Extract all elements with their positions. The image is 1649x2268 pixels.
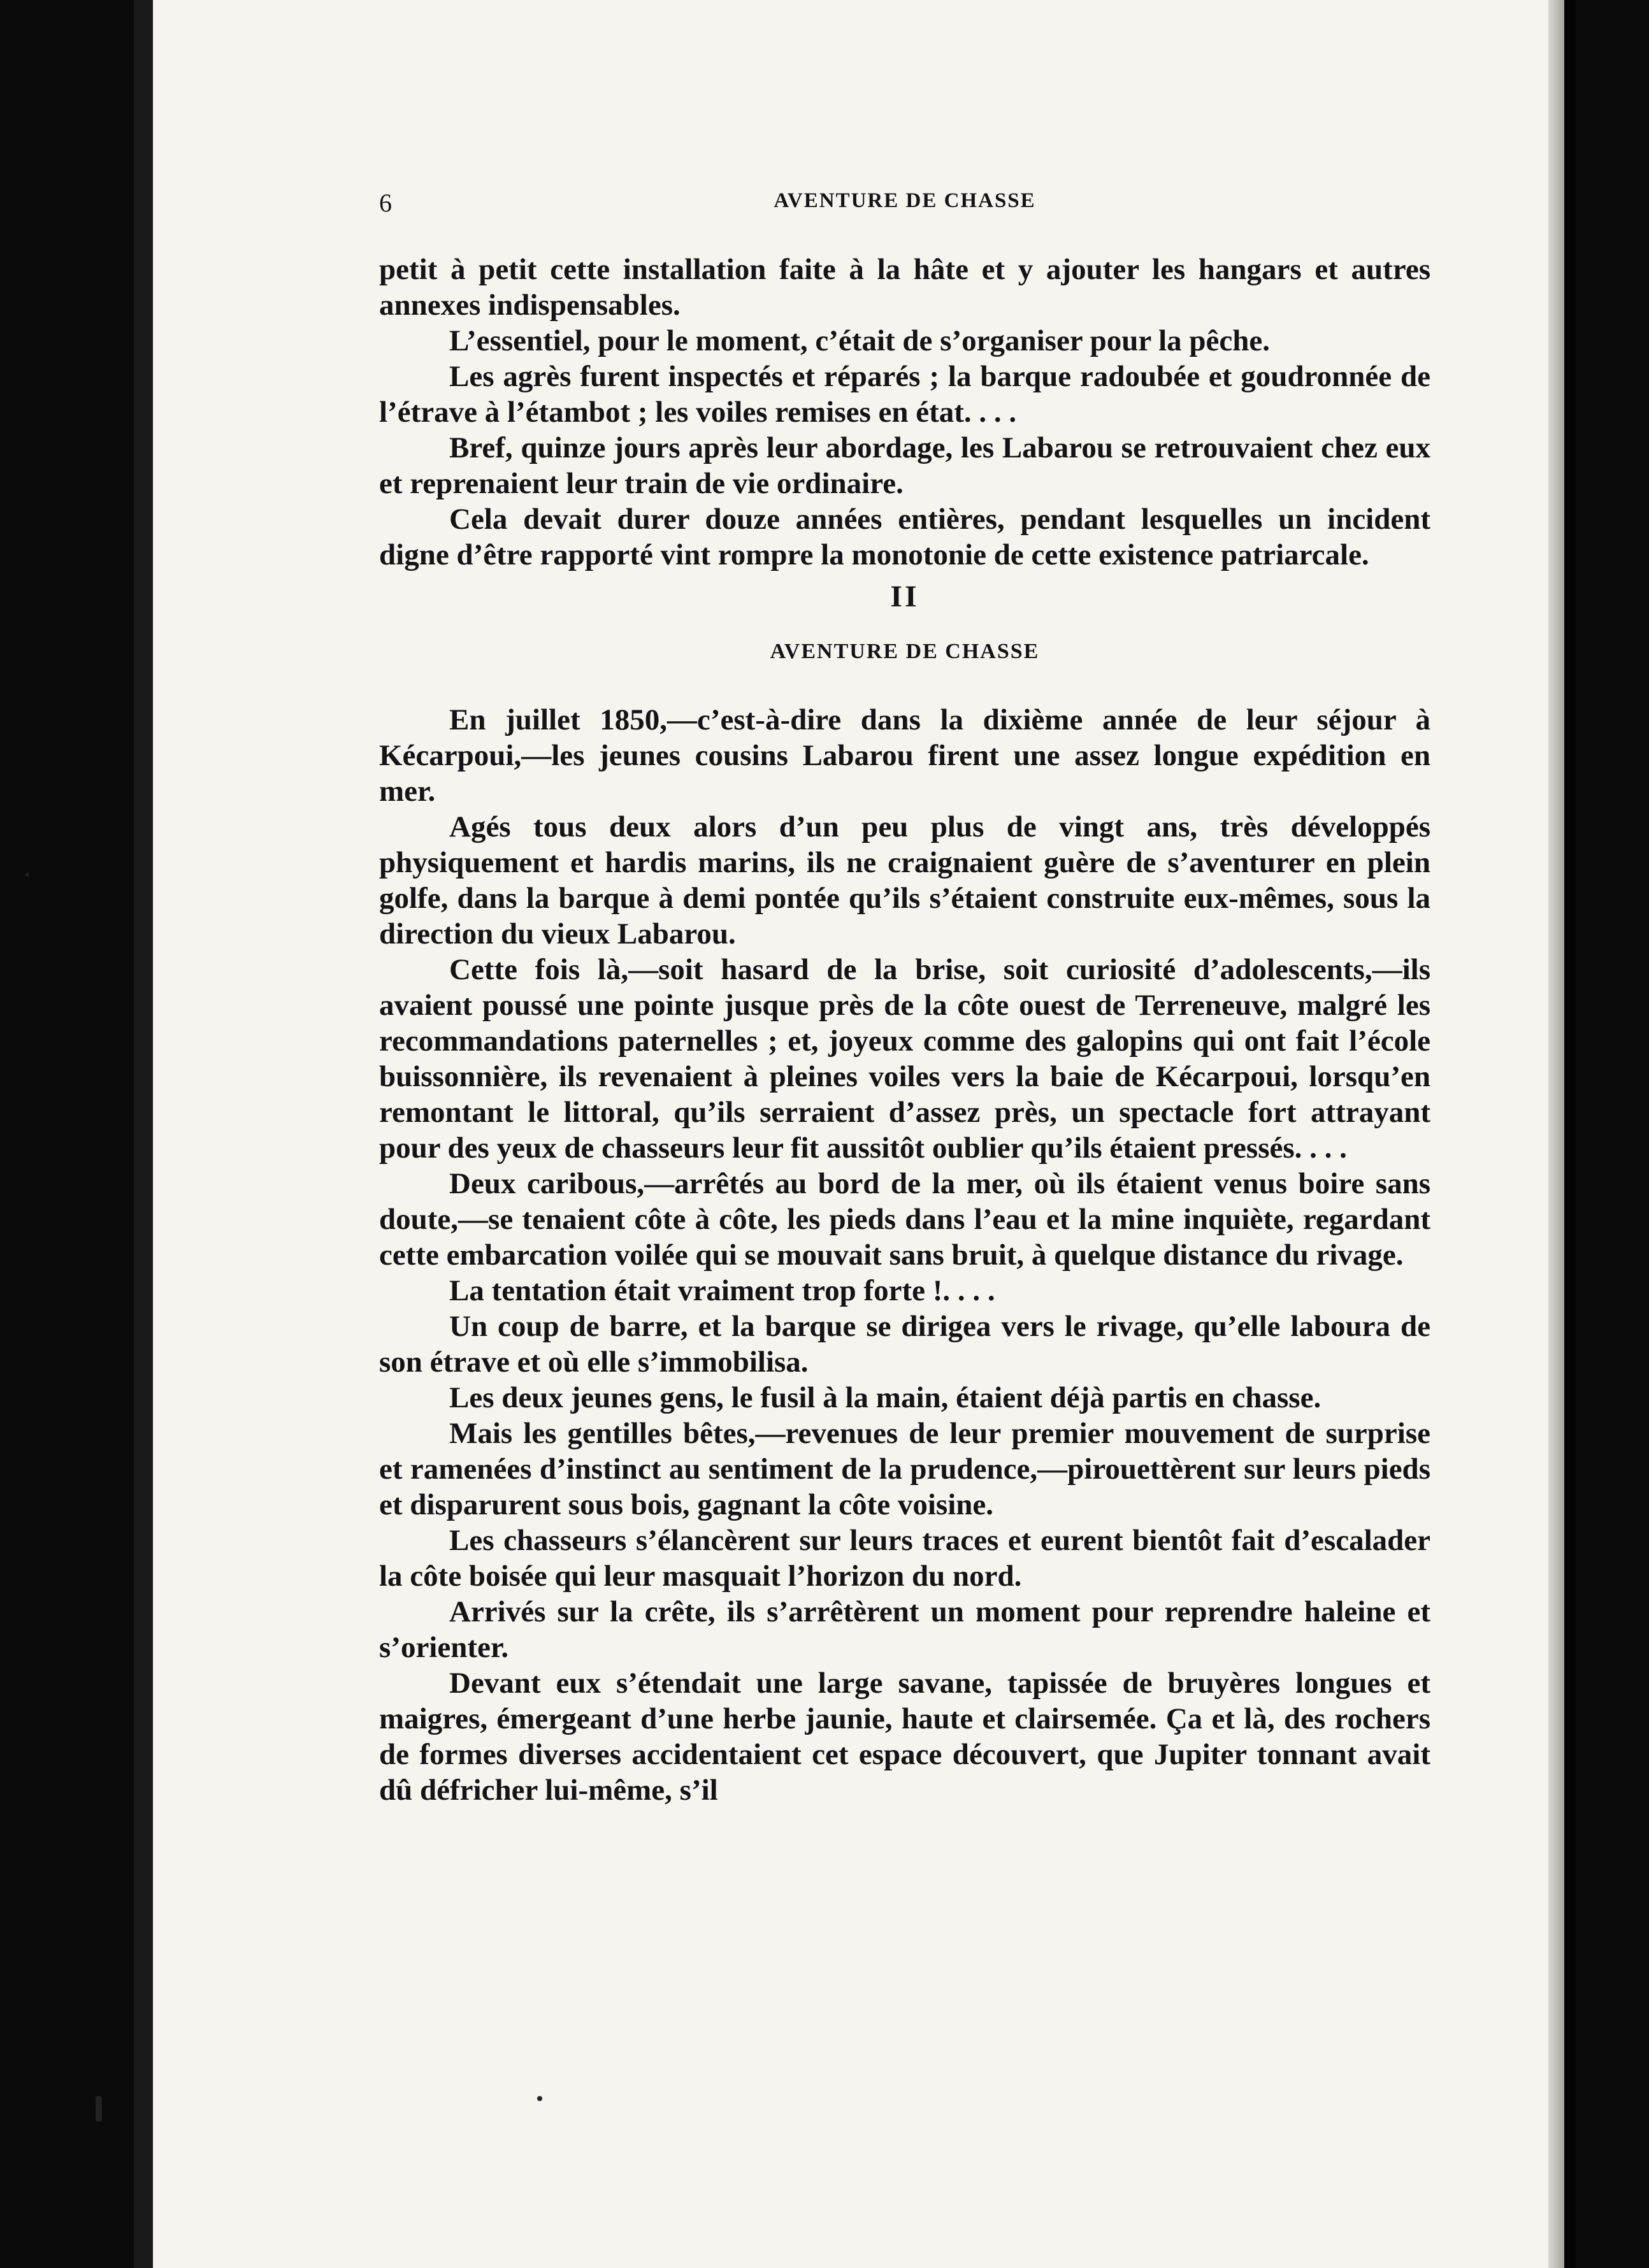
paragraph: Arrivés sur la crête, ils s’arrêtèrent un moment pour reprendre haleine et s’orienter. xyxy=(379,1595,1430,1664)
paragraph: Deux caribous,—arrêtés au bord de la mer, où ils étaient venus boire sans doute,—se tenaient côte à côte, les pieds dans l’eau et la mine inquiète, regardant cette embarcation voilée qui se mouvait sans bruit, à quelque distance du rivage. xyxy=(379,1167,1430,1272)
paragraph: petit à petit cette installation faite à la hâte et y ajouter les hangars et autres annexes indispensables. xyxy=(379,253,1430,322)
paragraph: Mais les gentilles bêtes,—revenues de leur premier mouvement de surprise et ramenées d’instinct au sentiment de la prudence,—pirouettèrent sur leurs pieds et disparurent sous bois, gagnant la côte voisine. xyxy=(379,1417,1430,1521)
paragraph: Devant eux s’étendait une large savane, tapissée de bruyères longues et maigres, émergeant d’une herbe jaunie, haute et clairsemée. Ça et là, des rochers de formes diverses accidentaient cet espace découvert, que Jupiter tonnant avait dû défricher lui-même, s’il xyxy=(379,1667,1430,1807)
body-text-chapter xyxy=(379,702,1430,1808)
scan-speck xyxy=(96,2096,102,2121)
chapter-title: AVENTURE DE CHASSE xyxy=(770,640,1040,663)
paragraph: Cela devait durer douze années entières, pendant lesquelles un incident digne d’être rapporté vint rompre la monotonie de cette existence patriarcale. xyxy=(379,503,1430,571)
paragraph: Les deux jeunes gens, le fusil à la main, étaient déjà partis en chasse. xyxy=(449,1381,1321,1414)
scan-speck xyxy=(25,873,29,877)
book-page xyxy=(379,182,1430,1808)
paragraph: L’essentiel, pour le moment, c’était de s’organiser pour la pêche. xyxy=(449,324,1271,357)
running-title: AVENTURE DE CHASSE xyxy=(774,189,1036,212)
running-head xyxy=(379,182,1430,220)
paragraph: En juillet 1850,—c’est-à-dire dans la dixième année de leur séjour à Kécarpoui,—les jeunes cousins Labarou firent une assez longue expédition en mer. xyxy=(379,703,1430,808)
paragraph: Les agrès furent inspectés et réparés ; la barque radoubée et goudronnée de l’étrave à l’étambot ; les voiles remises en état. . . . xyxy=(379,360,1430,429)
paragraph: Agés tous deux alors d’un peu plus de vingt ans, très développés physiquement et hardis marins, ils ne craignaient guère de s’aventurer en plein golfe, dans la barque à demi pontée qu’ils s’étaient construite eux-mêmes, sous la direction du vieux Labarou. xyxy=(379,810,1430,951)
chapter-number: II xyxy=(890,580,919,614)
scan-speck xyxy=(537,2096,542,2101)
paragraph: Les chasseurs s’élancèrent sur leurs traces et eurent bientôt fait d’escalader la côte boisée qui leur masquait l’horizon du nord. xyxy=(379,1524,1430,1593)
scan-binding-edge xyxy=(1564,0,1576,2268)
paragraph: Cette fois là,—soit hasard de la brise, soit curiosité d’adolescents,—ils avaient poussé une pointe jusque près de la côte ouest de Terreneuve, malgré les recommandations paternelles ; et, joyeux comme des galopins qui ont fait l’école buissonnière, ils revenaient à pleines voiles vers la baie de Kécarpoui, lorsqu’en remontant le littoral, qu’ils serraient d’assez près, un spectacle fort attrayant pour des yeux de chasseurs leur fit aussitôt oublier qu’ils étaient pressés. . . . xyxy=(379,953,1430,1165)
paragraph: Bref, quinze jours après leur abordage, les Labarou se retrouvaient chez eux et reprenaient leur train de vie ordinaire. xyxy=(379,431,1430,500)
paragraph: La tentation était vraiment trop forte !. . . . xyxy=(449,1274,995,1307)
body-text xyxy=(379,252,1430,573)
paragraph: Un coup de barre, et la barque se dirigea vers le rivage, qu’elle laboura de son étrave et où elle s’immobilisa. xyxy=(379,1310,1430,1379)
page-number: 6 xyxy=(379,189,392,217)
